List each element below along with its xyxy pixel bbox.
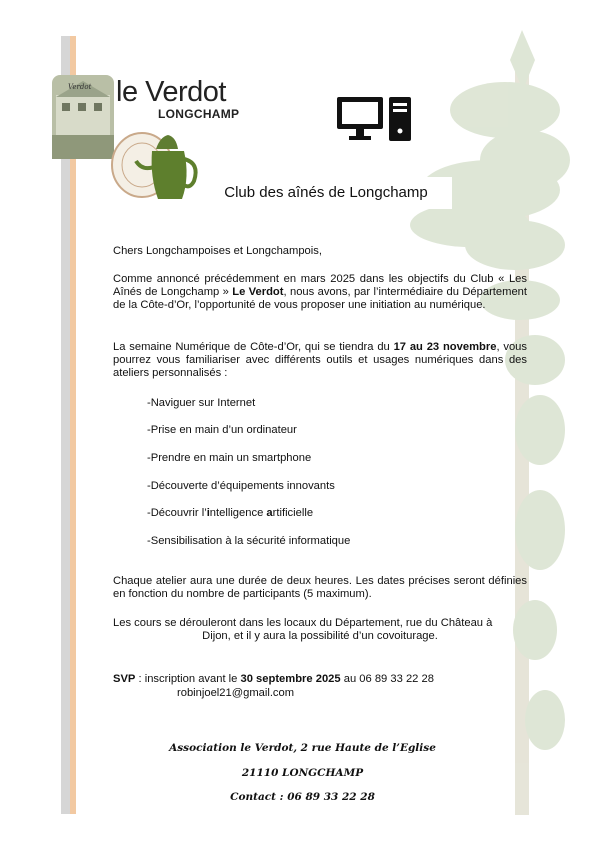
- logo-name: le Verdot: [116, 76, 226, 108]
- contact-email: robinjoel21@gmail.com: [177, 687, 295, 699]
- footer-address: Association le Verdot, 2 rue Haute de l’Eglise: [169, 742, 436, 754]
- greeting: Chers Longchampoises et Longchampois,: [113, 245, 322, 257]
- paragraph-location: Les cours se dérouleront dans les locaux du Département, rue du Château à Dijon, et il y aura la possibilité d’un covoiturage.: [113, 617, 493, 642]
- workshop-item: -Sensibilisation à la sécurité informatique: [147, 535, 351, 547]
- teapot-plate-image: [106, 127, 202, 207]
- paragraph-week: La semaine Numérique de Côte-d’Or, qui se tiendra du 17 au 23 novembre, vous pourrez vous familiariser avec différents outils et usages numériques dans des ateliers personnalisés :: [113, 341, 527, 379]
- house-photo-logo: [52, 75, 114, 159]
- paragraph-intro: Comme annoncé précédemment en mars 2025 dans les objectifs du Club « Les Aînés de Longchamp » Le Verdot, nous avons, par l’intermédiaire du Département de la Côte-d’Or, l’opportunité de vous proposer une initiation au numérique.: [113, 273, 527, 311]
- page-title: Club des aînés de Longchamp: [200, 177, 452, 209]
- computer-icon: [335, 95, 413, 143]
- logo-place: LONGCHAMP: [158, 107, 240, 121]
- svp-registration: SVP : inscription avant le 30 septembre 2025 au 06 89 33 22 28: [113, 673, 434, 685]
- workshop-item: -Naviguer sur Internet: [147, 397, 256, 409]
- workshop-item: -Découverte d’équipements innovants: [147, 480, 335, 492]
- workshop-item-ai: -Découvrir l’intelligence artificielle: [147, 507, 314, 519]
- workshop-item: -Prise en main d’un ordinateur: [147, 424, 297, 436]
- logo-photo-caption: Verdot: [68, 83, 92, 91]
- workshop-item: -Prendre en main un smartphone: [147, 452, 312, 464]
- paragraph-duration: Chaque atelier aura une durée de deux heures. Les dates précises seront définies en fonction du nombre de participants (5 maximum).: [113, 575, 527, 600]
- footer-city: 21110 LONGCHAMP: [241, 767, 364, 779]
- footer-contact: Contact : 06 89 33 22 28: [230, 791, 375, 803]
